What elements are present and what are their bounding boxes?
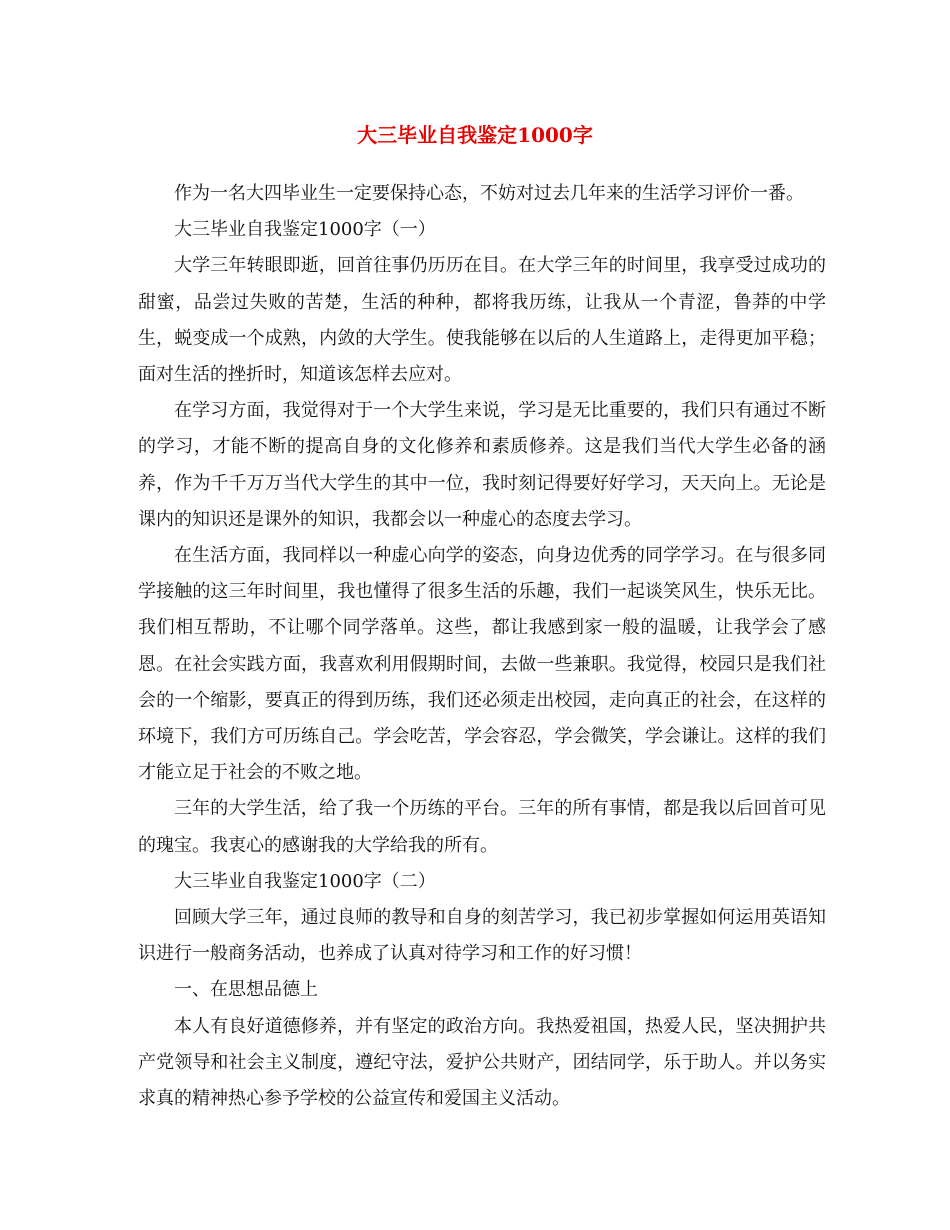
section-heading-one: 大三毕业自我鉴定1000字（一） <box>174 219 436 241</box>
paragraph-overview: 大学三年转眼即逝，回首往事仍历历在目。在大学三年的时间里，我享受过成功的甜蜜，品尝过失败的苦楚，生活的种种，都将我历练，让我从一个青涩，鲁莽的中学生，蜕变成一个成熟，内敛的大学生。使我能够在以后的人生道路上，走得更加平稳；面对生活的挫折时，知道该怎样去应对。 <box>138 255 826 386</box>
paragraph-study: 在学习方面，我觉得对于一个大学生来说，学习是无比重要的，我们只有通过不断的学习，才能不断的提高自身的文化修养和素质修养。这是我们当代大学生必备的涵养，作为千千万万当代大学生的其中一位，我时刻记得要好好学习，天天向上。无论是课内的知识还是课外的知识，我都会以一种虚心的态度去学习。 <box>138 400 826 530</box>
section-heading-two: 大三毕业自我鉴定1000字（二） <box>174 870 436 892</box>
paragraph-life: 在生活方面，我同样以一种虚心向学的姿态，向身边优秀的同学学习。在与很多同学接触的这三年时间里，我也懂得了很多生活的乐趣，我们一起谈笑风生，快乐无比。我们相互帮助，不让哪个同学落单。这些，都让我感到家一般的温暖，让我学会了感恩。在社会实践方面，我喜欢利用假期时间，去做一些兼职。我觉得，校园只是我们社会的一个缩影，要真正的得到历练，我们还必须走出校园，走向真正的社会，在这样的环境下，我们方可历练自己。学会吃苦，学会容忍，学会微笑，学会谦让。这样的我们才能立足于社会的不败之地。 <box>138 545 826 784</box>
document-title: 大三毕业自我鉴定1000字 <box>357 123 593 147</box>
subheading-morality: 一、在思想品德上 <box>174 979 318 1001</box>
paragraph-review: 回顾大学三年，通过良师的教导和自身的刻苦学习，我已初步掌握如何运用英语知识进行一般商务活动，也养成了认真对待学习和工作的好习惯！ <box>138 907 826 965</box>
paragraph-morality: 本人有良好道德修养，并有坚定的政治方向。我热爱祖国，热爱人民，坚决拥护共产党领导和社会主义制度，遵纪守法，爱护公共财产，团结同学，乐于助人。并以务实求真的精神热心参予学校的公益宣传和爱国主义活动。 <box>138 1015 826 1110</box>
paragraph-intro: 作为一名大四毕业生一定要保持心态，不妨对过去几年来的生活学习评价一番。 <box>174 183 804 204</box>
document-body <box>138 176 826 1117</box>
paragraph-conclusion: 三年的大学生活，给了我一个历练的平台。三年的所有事情，都是我以后回首可见的瑰宝。我衷心的感谢我的大学给我的所有。 <box>138 798 826 856</box>
